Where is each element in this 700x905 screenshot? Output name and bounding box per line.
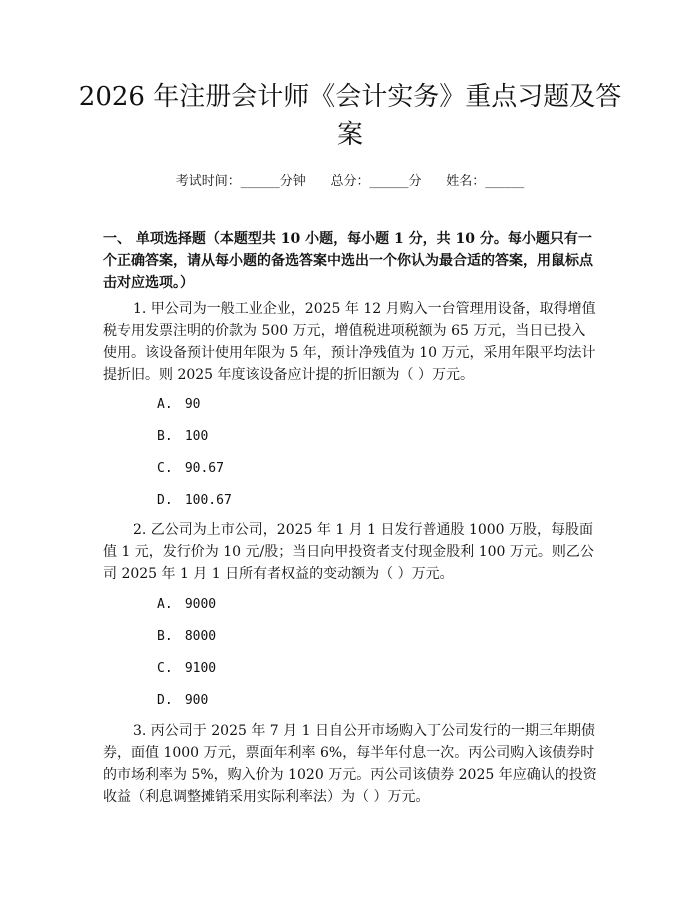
page-title: 2026 年注册会计师《会计实务》重点习题及答案 bbox=[78, 82, 622, 150]
option-letter: D. bbox=[157, 693, 173, 708]
option-text: 90 bbox=[184, 397, 201, 412]
question-2-option-a[interactable] bbox=[157, 596, 216, 614]
option-text: 8000 bbox=[184, 629, 217, 644]
question-1-option-c[interactable] bbox=[157, 460, 224, 478]
option-letter: B. bbox=[157, 629, 173, 644]
option-letter: D. bbox=[157, 493, 173, 508]
question-1-option-a[interactable] bbox=[157, 396, 200, 414]
option-text: 900 bbox=[184, 693, 209, 708]
option-letter: A. bbox=[157, 397, 173, 412]
question-1-option-d[interactable] bbox=[157, 492, 232, 510]
question-2-option-d[interactable] bbox=[157, 692, 208, 710]
question-3-stem: 3. 丙公司于 2025 年 7 月 1 日自公开市场购入丁公司发行的一期三年期债券，面值 1000 万元，票面年利率 6%，每半年付息一次。丙公司购入该债券时的市场利率为 5%，购入价为 1020 万元。丙公司该债券 2025 年应确认的投资收益（利息调整摊销采用实际利率法）为（ ）万元。 bbox=[103, 723, 597, 805]
question-1-stem: 1. 甲公司为一般工业企业，2025 年 12 月购入一台管理用设备，取得增值税专用发票注明的价款为 500 万元，增值税进项税额为 65 万元，当日已投入使用。该设备预计使用年限为 5 年，预计净残值为 10 万元，采用年限平均法计提折旧。则 2025 年度该设备应计提的折旧额为（ ）万元。 bbox=[103, 301, 596, 383]
option-letter: C. bbox=[157, 461, 173, 476]
option-text: 9000 bbox=[184, 597, 217, 612]
section-heading: 一、 单项选择题（本题型共 10 小题，每小题 1 分，共 10 分。每小题只有一个正确答案，请从每小题的备选答案中选出一个你认为最合适的答案，用鼠标点击对应选项。） bbox=[103, 231, 593, 291]
question-2-option-b[interactable] bbox=[157, 628, 216, 646]
question-1-option-b[interactable] bbox=[157, 428, 208, 446]
option-text: 90.67 bbox=[184, 461, 224, 476]
option-letter: A. bbox=[157, 597, 173, 612]
option-letter: B. bbox=[157, 429, 173, 444]
option-letter: C. bbox=[157, 661, 173, 676]
exam-info: 考试时间：______分钟 总分：______分 姓名：______ bbox=[175, 174, 525, 189]
option-text: 100.67 bbox=[184, 493, 232, 508]
option-text: 100 bbox=[184, 429, 209, 444]
question-2-option-c[interactable] bbox=[157, 660, 216, 678]
question-2-stem: 2. 乙公司为上市公司，2025 年 1 月 1 日发行普通股 1000 万股，每股面值 1 元，发行价为 10 元/股；当日向甲投资者支付现金股利 100 万元。则乙公司 2025 年 1 月 1 日所有者权益的变动额为（ ）万元。 bbox=[103, 522, 594, 582]
option-text: 9100 bbox=[184, 661, 217, 676]
